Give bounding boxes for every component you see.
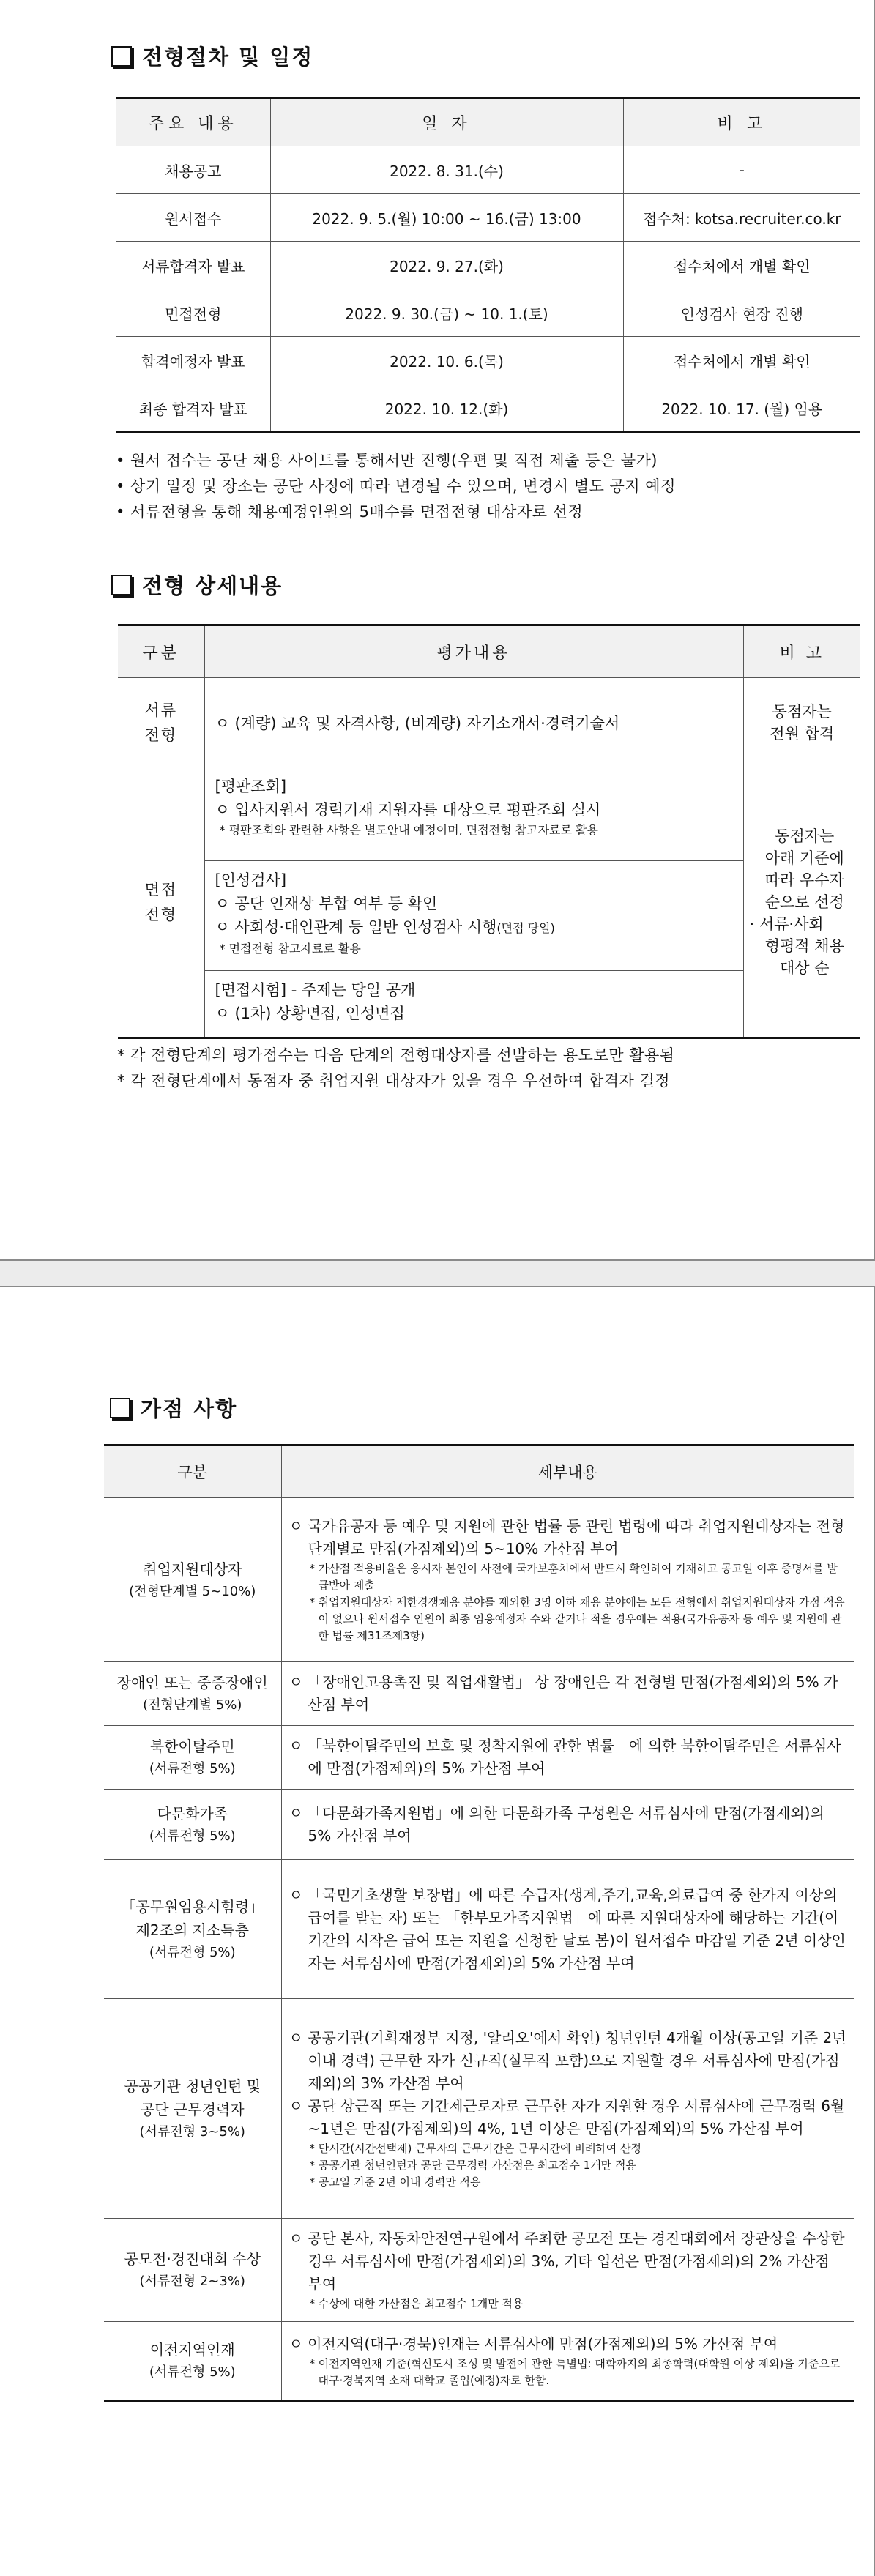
- selection-detail-table: [118, 624, 860, 1039]
- bonus-category-cell: [104, 1860, 281, 1999]
- table-row: [116, 337, 860, 384]
- table-cell: 면접전형: [116, 289, 270, 337]
- bonus-detail-cell: [281, 1498, 854, 1662]
- table-row: [116, 384, 860, 433]
- detail-footnote: * 공고일 기준 2년 이내 경력만 적용: [309, 2175, 481, 2189]
- detail-item: ㅇ 「북한이탈주민의 보호 및 정착지원에 관한 법률」에 의한 북한이탈주민은 서류심사에 만점(가점제외)의 5% 가산점 부여: [288, 1737, 841, 1777]
- category-scope: (서류전형 5%): [149, 1761, 236, 1776]
- category-name: 제2조의 저소득층: [135, 1921, 249, 1939]
- detail-notes: [117, 1043, 675, 1094]
- section-title-schedule: [111, 41, 313, 71]
- interview-exam-block: [면접시험] - 주제는 당일 공개 ㅇ (1차) 상황면접, 인성면접: [215, 981, 416, 1022]
- category-scope: (서류전형 5%): [149, 1944, 236, 1960]
- column-header: 평가내용: [204, 625, 743, 678]
- bonus-detail-cell: [281, 1860, 854, 1999]
- column-header: 비 고: [743, 625, 860, 678]
- bonus-points-table: [104, 1444, 854, 2402]
- section-title-detail: [111, 570, 283, 600]
- note: • 서류전형을 통해 채용예정인원의 5배수를 면접전형 대상자로 선정: [116, 503, 584, 521]
- bonus-detail-cell: [281, 2219, 854, 2322]
- table-header-row: [104, 1445, 854, 1498]
- section-title-text: 가점 사항: [141, 1396, 238, 1421]
- note: * 각 전형단계의 평가점수는 다음 단계의 전형대상자를 선발하는 용도로만 활용됨: [117, 1046, 675, 1064]
- table-cell: 2022. 10. 6.(목): [270, 337, 623, 384]
- category-scope: (전형단계별 5~10%): [129, 1583, 256, 1599]
- table-header-row: [116, 98, 860, 146]
- personality-test-block: [인성검사] ㅇ 공단 인재상 부합 여부 등 확인 ㅇ 사회성·대인관계 등 일반 인성검사 시행(면접 당일) * 면접전형 참고자료로 활용: [205, 861, 743, 971]
- content-cell: [204, 767, 743, 1038]
- category-name: 이전지역인재: [149, 2341, 235, 2359]
- category-name: 공단 근무경력자: [140, 2100, 245, 2118]
- table-cell: -: [623, 146, 860, 194]
- column-header: 주요 내용: [116, 98, 270, 146]
- detail-item: ㅇ 「국민기초생활 보장법」에 따른 수급자(생계,주거,교육,의료급여 중 한가지 이상의 급여를 받는 자) 또는 「한부모가족지원법」에 따른 지원대상자에 해당하는 기간(이 기간의 시작은 급여 또는 지원을 신청한 날로 봄)이 원서접수 마감일 기준 2년 이상인 자는 서류심사에 만점(가점제외)의 5% 가산점 부여: [288, 1886, 846, 1972]
- note: * 각 전형단계에서 동점자 중 취업지원 대상자가 있을 경우 우선하여 합격자 결정: [117, 1072, 671, 1090]
- table-cell: 2022. 10. 17. (월) 임용: [623, 384, 860, 433]
- checkbox-square-icon: [111, 575, 132, 595]
- bonus-category-cell: [104, 1790, 281, 1860]
- content-cell: ㅇ (계량) 교육 및 자격사항, (비계량) 자기소개서·경력기술서: [204, 678, 743, 767]
- table-header-row: [118, 625, 860, 678]
- detail-footnote: * 가산점 적용비율은 응시자 본인이 사전에 국가보훈처에서 반드시 확인하여 기재하고 공고일 이후 증명서를 발급받아 제출: [309, 1562, 838, 1592]
- table-row: [116, 242, 860, 289]
- table-row: [104, 1726, 854, 1790]
- column-header: 구분: [104, 1445, 281, 1498]
- bonus-detail-cell: [281, 1999, 854, 2219]
- table-row: [116, 146, 860, 194]
- detail-footnote: * 취업지원대상자 제한경쟁채용 분야를 제외한 3명 이하 채용 분야에는 모든 전형에서 취업지원대상자 가점 적용이 없으나 원서접수 인원이 최종 임용예정자 수와 같거나 적을 경우에는 적용(국가유공자 등 예우 및 지원에 관한 법률 제31조제3항): [309, 1596, 845, 1642]
- category-cell: 면접 전형: [118, 767, 204, 1038]
- checkbox-square-icon: [110, 1398, 130, 1418]
- table-cell: 2022. 8. 31.(수): [270, 146, 623, 194]
- column-header: 구분: [118, 625, 204, 678]
- category-name: 공모전·경진대회 수상: [124, 2250, 261, 2268]
- table-cell: 2022. 10. 12.(화): [270, 384, 623, 433]
- table-row: [104, 1790, 854, 1860]
- table-row: [104, 1999, 854, 2219]
- table-cell: 원서접수: [116, 194, 270, 242]
- section-title-text: 전형 상세내용: [142, 573, 283, 598]
- remark-cell: 동점자는 전원 합격: [743, 678, 860, 767]
- category-scope: (서류전형 3~5%): [139, 2123, 245, 2140]
- table-cell: 채용공고: [116, 146, 270, 194]
- detail-footnote: * 단시간(시간선택제) 근무자의 근무기간은 근무시간에 비례하여 산정: [309, 2141, 642, 2155]
- bonus-detail-cell: [281, 1726, 854, 1790]
- category-name: 공공기관 청년인턴 및: [124, 2077, 261, 2095]
- detail-item: ㅇ 이전지역(대구·경북)인재는 서류심사에 만점(가점제외)의 5% 가산점 부여: [288, 2334, 778, 2353]
- remark-cell: 동점자는 아래 기준에 따라 우수자 순으로 선정 · 서류·사회 형평적 채용 대상 순: [743, 767, 860, 1038]
- category-scope: (전형단계별 5%): [143, 1697, 242, 1713]
- detail-footnote: * 수상에 대한 가산점은 최고점수 1개만 적용: [309, 2297, 524, 2310]
- detail-item: ㅇ 공단 상근직 또는 기간제근로자로 근무한 자가 지원할 경우 서류심사에 근무경력 6월~1년은 만점(가점제외)의 4%, 1년 이상은 만점(가점제외)의 5% 가산점 부여: [288, 2096, 845, 2137]
- category-scope: (서류전형 5%): [149, 1828, 236, 1844]
- table-row: [116, 289, 860, 337]
- category-name: 다문화가족: [157, 1804, 228, 1823]
- detail-item: ㅇ 공단 본사, 자동차안전연구원에서 주최한 공모전 또는 경진대회에서 장관상을 수상한 경우 서류심사에 만점(가점제외)의 3%, 기타 입선은 만점(가점제외)의 2% 가산점 부여: [288, 2230, 845, 2293]
- bonus-detail-cell: [281, 2322, 854, 2401]
- category-scope: (서류전형 2~3%): [139, 2274, 245, 2289]
- table-cell: 합격예정자 발표: [116, 337, 270, 384]
- detail-item: ㅇ 국가유공자 등 예우 및 지원에 관한 법률 등 관련 법령에 따라 취업지원대상자는 전형단계별로 만점(가점제외)의 5~10% 가산점 부여: [288, 1517, 845, 1557]
- table-row: [104, 1498, 854, 1662]
- table-row-interview: [118, 767, 860, 1038]
- table-cell: 2022. 9. 30.(금) ~ 10. 1.(토): [270, 289, 623, 337]
- note: • 상기 일정 및 장소는 공단 사정에 따라 변경될 수 있으며, 변경시 별도 공지 예정: [116, 477, 676, 495]
- table-row: [104, 2219, 854, 2322]
- table-cell: 최종 합격자 발표: [116, 384, 270, 433]
- detail-footnote: * 이전지역인재 기준(혁신도시 조성 및 발전에 관한 특별법: 대학까지의 최종학력(대학원 이상 제외)을 기준으로 대구·경북지역 소재 대학교 졸업(예정)자로 한함.: [309, 2356, 841, 2387]
- detail-item: ㅇ 공공기관(기획재정부 지정, '알리오'에서 확인) 청년인턴 4개월 이상(공고일 기준 2년 이내 경력) 근무한 자가 신규직(실무직 포함)으로 지원할 경우 서류심사에 만점(가점제외)의 3% 가산점 부여: [288, 2028, 846, 2092]
- category-name: 장애인 또는 중증장애인: [116, 1674, 268, 1691]
- table-cell: 2022. 9. 5.(월) 10:00 ~ 16.(금) 13:00: [270, 194, 623, 242]
- table-cell: 접수처에서 개별 확인: [623, 337, 860, 384]
- table-row: [116, 194, 860, 242]
- table-cell: 2022. 9. 27.(화): [270, 242, 623, 289]
- reference-check-block: [평판조회] ㅇ 입사지원서 경력기재 지원자를 대상으로 평판조회 실시 * 평판조회와 관련한 사항은 별도안내 예정이며, 면접전형 참고자료로 활용: [205, 767, 743, 861]
- bonus-detail-cell: [281, 1662, 854, 1726]
- document-page-1: [0, 0, 875, 1261]
- bonus-category-cell: [104, 2219, 281, 2322]
- table-row: [104, 1662, 854, 1726]
- schedule-notes: [116, 448, 676, 525]
- checkbox-square-icon: [111, 46, 132, 67]
- note: • 원서 접수는 공단 채용 사이트를 통해서만 진행(우편 및 직접 제출 등은 불가): [116, 452, 658, 469]
- table-row: [104, 2322, 854, 2401]
- bonus-category-cell: [104, 2322, 281, 2401]
- category-cell: 서류 전형: [118, 678, 204, 767]
- table-cell: 접수처: kotsa.recruiter.co.kr: [623, 194, 860, 242]
- table-cell: 인성검사 현장 진행: [623, 289, 860, 337]
- table-row: [104, 1860, 854, 1999]
- bonus-detail-cell: [281, 1790, 854, 1860]
- table-cell: 접수처에서 개별 확인: [623, 242, 860, 289]
- table-row-document-screening: [118, 678, 860, 767]
- bonus-category-cell: [104, 1662, 281, 1726]
- category-name: 취업지원대상자: [143, 1560, 242, 1578]
- column-header: 비 고: [623, 98, 860, 146]
- section-title-text: 전형절차 및 일정: [142, 45, 314, 70]
- detail-item: ㅇ 「다문화가족지원법」에 의한 다문화가족 구성원은 서류심사에 만점(가점제외)의 5% 가산점 부여: [288, 1803, 824, 1844]
- detail-footnote: * 공공기관 청년인턴과 공단 근무경력 가산점은 최고점수 1개만 적용: [309, 2158, 636, 2172]
- column-header: 세부내용: [281, 1445, 854, 1498]
- category-name: 북한이탈주민: [149, 1738, 235, 1755]
- category-scope: (서류전형 5%): [149, 2364, 236, 2380]
- column-header: 일 자: [270, 98, 623, 146]
- bonus-category-cell: [104, 1726, 281, 1790]
- schedule-table: [116, 97, 860, 433]
- bonus-category-cell: [104, 1498, 281, 1662]
- detail-item: ㅇ 「장애인고용촉진 및 직업재활법」 상 장애인은 각 전형별 만점(가점제외)의 5% 가산점 부여: [288, 1673, 838, 1713]
- category-name: 「공무원임용시험령」: [121, 1897, 264, 1916]
- table-cell: 서류합격자 발표: [116, 242, 270, 289]
- section-title-bonus: [110, 1393, 237, 1423]
- bonus-category-cell: [104, 1999, 281, 2219]
